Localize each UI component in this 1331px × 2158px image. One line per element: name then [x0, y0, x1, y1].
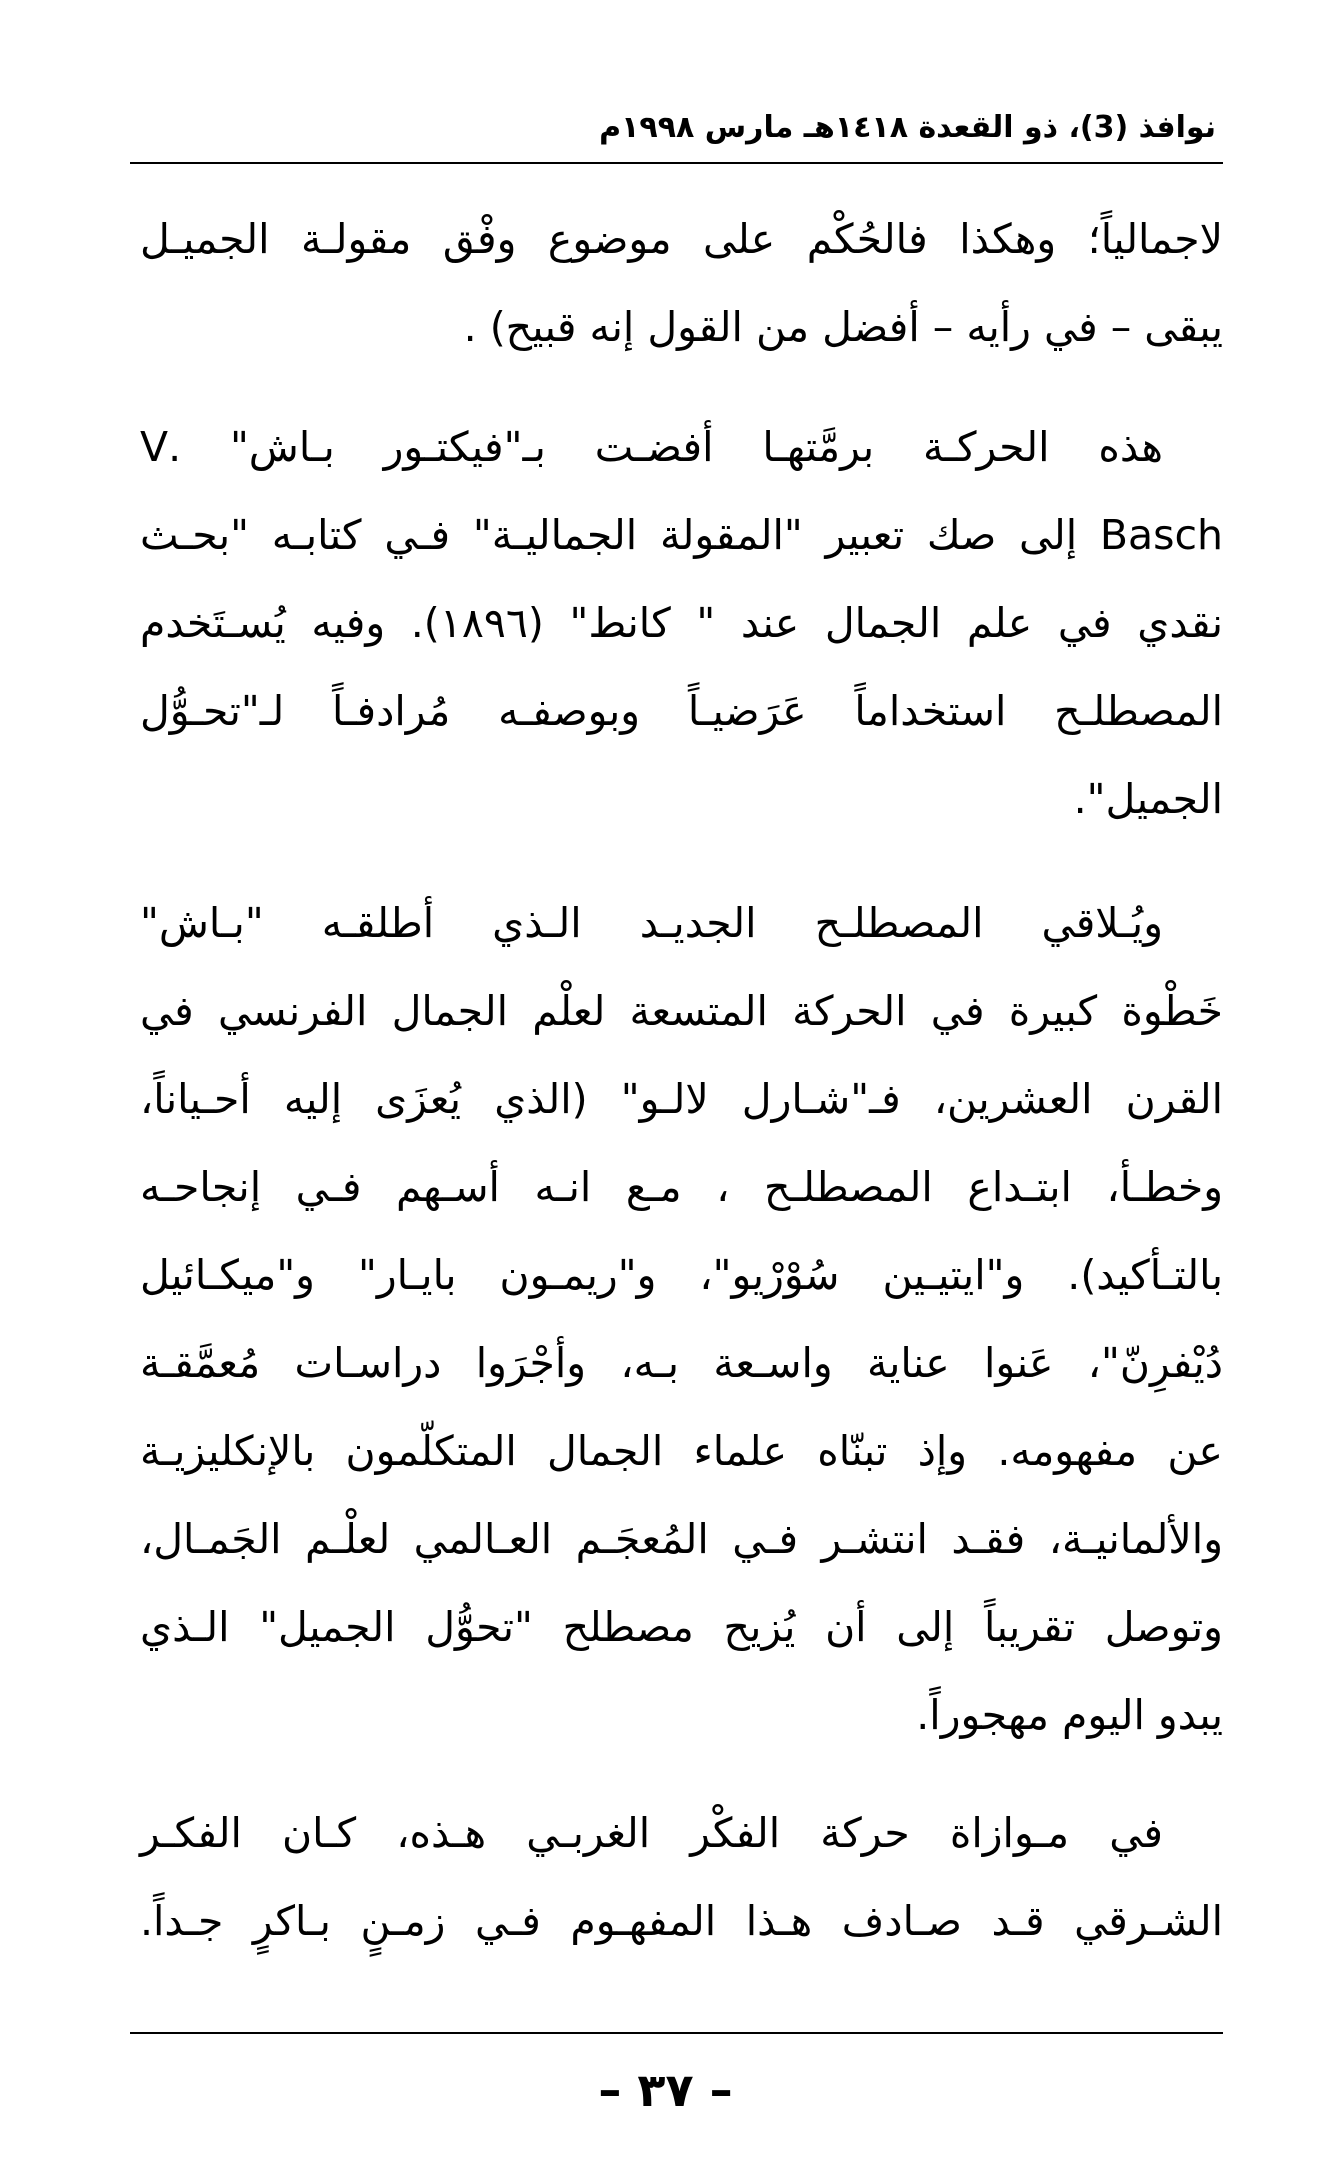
text-line: دُيْفرِنّ"، عَنوا عناية واسـعة بـه، وأجْرَوا دراسـات مُعمَّقـة: [140, 1339, 1223, 1387]
text-line: يبقى – في رأيه – أفضل من القول إنه قبيح) .: [463, 303, 1223, 351]
text-line: لاجمالياً؛ وهكذا فالحُكْم على موضوع وفْق مقولـة الجميـل: [140, 215, 1223, 263]
text-line: يبدو اليوم مهجوراً.: [916, 1691, 1223, 1739]
text-line: خَطْوة كبيرة في الحركة المتسعة لعلْم الجمال الفرنسي في: [140, 987, 1223, 1035]
text-line: عن مفهومه. وإذ تبنّاه علماء الجمال المتكلّمون بالإنكليزيـة: [140, 1427, 1223, 1475]
text-line: الشـرقي قـد صـادف هـذا المفهـوم فـي زمـنٍ بـاكرٍ جـداً.: [140, 1897, 1223, 1945]
paragraph-2: [140, 403, 1223, 843]
footer-rule: [130, 2032, 1223, 2034]
text-line: ويُـلاقي المصطلـح الجديـد الـذي أطلقـه "بـاش": [140, 899, 1163, 947]
text-line: والألمانيـة، فقـد انتشـر فـي المُعجَـم العـالمي لعلْـم الجَمـال،: [140, 1515, 1223, 1563]
paragraph-4: [140, 1789, 1223, 1965]
paragraph-1: [140, 195, 1223, 371]
text-line: وتوصل تقريباً إلى أن يُزيح مصطلح "تحوُّل الجميل" الـذي: [140, 1603, 1223, 1651]
text-line: الجميل".: [1073, 775, 1223, 823]
paragraph-3: [140, 879, 1223, 1759]
text-line: القرن العشرين، فـ"شـارل لالـو" (الذي يُعزَى إليه أحـياناً،: [140, 1075, 1223, 1123]
running-header: نوافذ (3)، ذو القعدة ١٤١٨هـ مارس ١٩٩٨م: [599, 110, 1216, 145]
page-number: – ٣٧ –: [598, 2063, 733, 2117]
header-rule: [130, 162, 1223, 164]
text-line: Basch إلى صك تعبير "المقولة الجماليـة" فـي كتابـه "بحـث: [140, 511, 1223, 559]
body-text: [140, 195, 1223, 1965]
text-line: المصطلـح استخداماً عَرَضيـاً وبوصفـه مُرادفـاً لـ"تحـوُّل: [140, 687, 1223, 735]
text-line: بالتـأكيد). و"ايتيـين سُوْرْيو"، و"ريمـون بايـار" و"ميكـائيل: [140, 1251, 1223, 1299]
text-line: نقدي في علم الجمال عند " كانط" (١٨٩٦). وفيه يُسـتَخدم: [140, 599, 1223, 647]
text-line: هذه الحركـة برمَّتهـا أفضـت بـ"فيكتـور بـاش" .V: [140, 423, 1163, 471]
text-line: في مـوازاة حركة الفكْر الغربـي هـذه، كـان الفكـر: [140, 1809, 1163, 1857]
text-line: وخطـأ، ابتـداع المصطلـح ، مـع انـه أسـهم فـي إنجاحـه: [140, 1163, 1223, 1211]
